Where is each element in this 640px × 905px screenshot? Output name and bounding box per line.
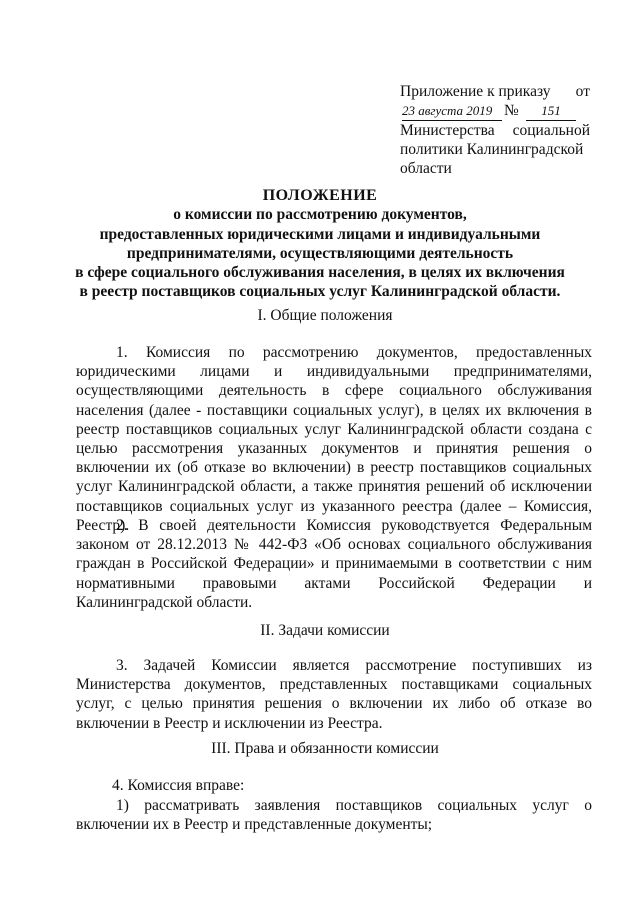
paragraph-4: 4. Комиссия вправе:	[112, 777, 245, 794]
handwritten-date: 23 августа 2019	[402, 101, 502, 121]
paragraph-3: 3. Задачей Комиссии является рассмотрение поступивших из Министерства документов, представленных поставщиками социальных услуг, с целью принятия решения о включении их либо об отказе во включении в Реестр и исключении из Реестра.	[76, 657, 592, 732]
ministry-social: социальной	[512, 122, 590, 139]
title-line-4: в сфере социального обслуживания населения, в целях их включения	[75, 264, 565, 282]
appendix-label: Приложение к приказу	[400, 83, 551, 100]
title-line-5: в реестр поставщиков социальных услуг Калининградской области.	[79, 283, 561, 301]
section-heading-rights: III. Права и обязанности комиссии	[211, 740, 439, 757]
order-appendix-header	[400, 82, 590, 178]
number-sign: №	[504, 102, 519, 119]
title-line-1: о комиссии по рассмотрению документов,	[173, 206, 467, 224]
appendix-from: от	[575, 83, 590, 100]
ministry-policy-line: политики Калининградской	[400, 141, 584, 158]
paragraph-2: 2. В своей деятельности Комиссия руководствуется Федеральным законом от 28.12.2013 № 442-ФЗ «Об основах социального обслуживания граждан в Российской Федерации» и принимаемыми в соответствии с ним нормативными правовыми актами Российской Федерации и Калининградской области.	[76, 517, 592, 611]
title-main: ПОЛОЖЕНИЕ	[262, 187, 378, 204]
title-line-2: предоставленных юридическими лицами и индивидуальными	[99, 225, 541, 243]
title-line-3: предпринимателями, осуществляющими деятельность	[126, 244, 514, 262]
section-heading-general: I. Общие положения	[257, 307, 393, 324]
ministry-label: Министерства	[400, 122, 495, 139]
document-title	[60, 186, 580, 302]
handwritten-number: 151	[526, 101, 576, 121]
paragraph-1: 1. Комиссия по рассмотрению документов, предоставленных юридическими лицами и индивидуальными предпринимателями, осуществляющими деятельность в сфере социального обслуживания населения (далее - поставщики социальных услуг), в целях их включения в реестр поставщиков социальных услуг Калининградской области создана с целью рассмотрения указанных документов и принятия решения о включении их (об отказе во включении) в реестр поставщиков социальных услуг Калининградской области, а также принятия решений об исключении поставщиков социальных услуг из указанного реестра (далее – Комиссия, Реестр).	[76, 344, 592, 534]
ministry-region-line: области	[400, 160, 452, 177]
section-heading-tasks: II. Задачи комиссии	[260, 622, 390, 639]
paragraph-5: 1) рассматривать заявления поставщиков социальных услуг о включении их в Реестр и представленные документы;	[76, 797, 592, 834]
